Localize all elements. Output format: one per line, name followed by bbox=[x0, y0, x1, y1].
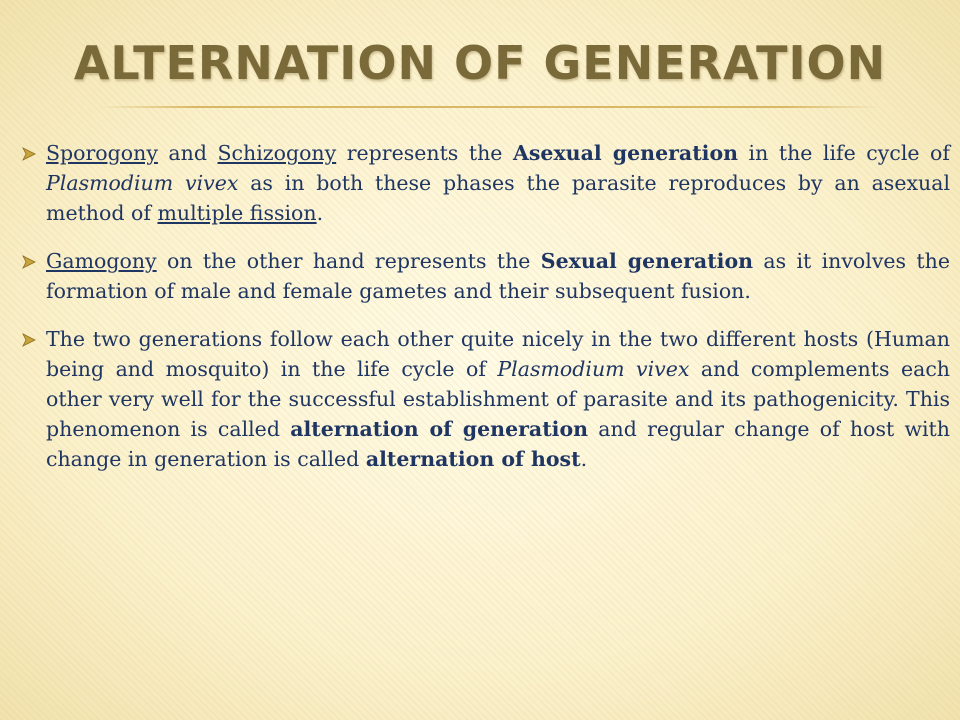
term-sporogony: Sporogony bbox=[46, 141, 158, 165]
arrow-bullet-icon bbox=[22, 147, 36, 161]
bullet-text bbox=[46, 249, 950, 303]
arrow-bullet-icon bbox=[22, 255, 36, 269]
text-run: represents the bbox=[336, 141, 513, 165]
bullet-list bbox=[20, 138, 950, 492]
species-name: Plasmodium vivex bbox=[497, 357, 690, 381]
bullet-text bbox=[46, 141, 950, 225]
arrow-bullet-icon bbox=[22, 333, 36, 347]
slide-title: ALTERNATION OF GENERATION bbox=[73, 36, 887, 90]
bullet-text bbox=[46, 327, 950, 471]
text-run: . bbox=[580, 447, 588, 471]
term-asexual-generation: Asexual generation bbox=[512, 141, 739, 165]
term-schizogony: Schizogony bbox=[217, 141, 337, 165]
text-run: The two generations follow each other quite nicely in the two different hosts (Human being and mosquito) in the life cycle of bbox=[46, 327, 950, 381]
bullet-item bbox=[20, 246, 950, 306]
title-divider bbox=[100, 106, 880, 108]
bullet-item bbox=[20, 324, 950, 474]
text-run: in the life cycle of bbox=[738, 141, 950, 165]
term-alternation-of-generation: alternation of generation bbox=[290, 417, 589, 441]
text-run: as in both these phases the parasite reproduces by an asexual method of bbox=[46, 171, 951, 225]
text-run: . bbox=[316, 201, 324, 225]
text-run: and complements each other very well for the successful establishment of parasite and its pathogenicity. This phenomenon is called bbox=[46, 357, 950, 441]
term-alternation-of-host: alternation of host bbox=[365, 447, 581, 471]
text-run: on the other hand represents the bbox=[156, 249, 541, 273]
text-run: as it involves the formation of male and female gametes and their subsequent fusion. bbox=[46, 249, 950, 303]
term-sexual-generation: Sexual generation bbox=[540, 249, 754, 273]
species-name: Plasmodium vivex bbox=[46, 171, 239, 195]
term-gamogony: Gamogony bbox=[46, 249, 157, 273]
term-multiple-fission: multiple fission bbox=[157, 201, 317, 225]
text-run: and regular change of host with change in generation is called bbox=[46, 417, 950, 471]
text-run: and bbox=[157, 141, 218, 165]
bullet-item bbox=[20, 138, 950, 228]
